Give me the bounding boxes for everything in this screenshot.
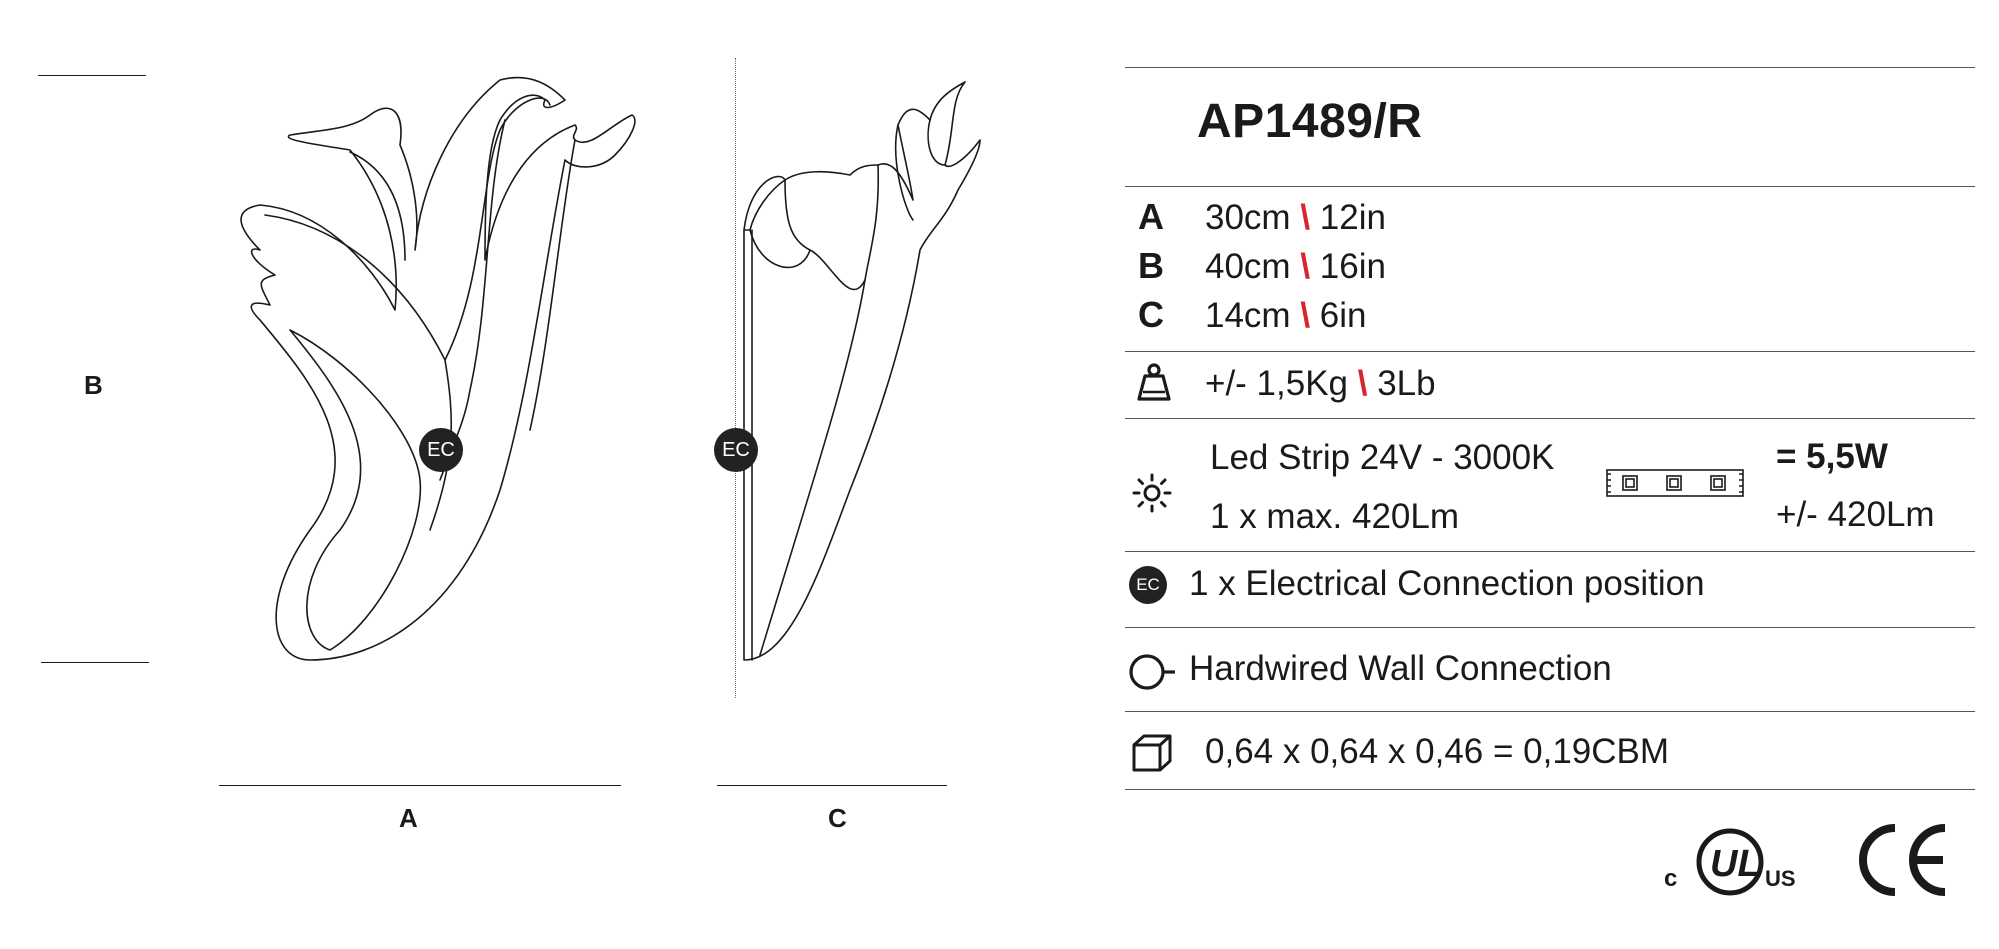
separator-slash: \ bbox=[1300, 296, 1311, 335]
ec-icon bbox=[1129, 566, 1167, 604]
dimension-value bbox=[1205, 247, 1386, 287]
packaging-label: 0,64 x 0,64 x 0,46 = 0,19CBM bbox=[1205, 732, 1670, 771]
sun-icon bbox=[1130, 471, 1174, 515]
dim-line-b-top bbox=[38, 75, 146, 76]
ec-marker-side-text: EC bbox=[722, 438, 750, 461]
ec-icon-text: EC bbox=[1136, 575, 1160, 594]
svg-text:US: US bbox=[1765, 866, 1796, 891]
dimension-metric: 30cm bbox=[1205, 198, 1291, 237]
box-icon bbox=[1131, 733, 1173, 773]
svg-text:UL: UL bbox=[1710, 843, 1761, 885]
lighting-lumen: +/- 420Lm bbox=[1776, 495, 1935, 534]
rule-bottom bbox=[1125, 789, 1975, 790]
ec-marker-front bbox=[419, 428, 463, 472]
hardwired-connection-icon bbox=[1127, 651, 1177, 693]
dimension-imperial: 16in bbox=[1319, 247, 1386, 286]
dim-label-c: C bbox=[828, 803, 847, 833]
dim-line-c bbox=[717, 785, 947, 786]
ec-marker-front-text: EC bbox=[427, 438, 455, 461]
svg-text:c: c bbox=[1664, 865, 1678, 892]
dimension-imperial: 12in bbox=[1319, 198, 1386, 237]
dimension-value bbox=[1205, 198, 1386, 238]
rule-top bbox=[1125, 67, 1975, 68]
product-code: AP1489/R bbox=[1197, 95, 1423, 148]
ec-marker-side bbox=[714, 428, 758, 472]
rule-after-title bbox=[1125, 186, 1975, 187]
dimension-letter: C bbox=[1138, 294, 1164, 335]
weight-imperial: 3Lb bbox=[1377, 364, 1436, 403]
dim-label-b: B bbox=[84, 370, 103, 400]
separator-slash: \ bbox=[1300, 198, 1311, 237]
dimension-metric: 40cm bbox=[1205, 247, 1291, 286]
dim-label-a: A bbox=[399, 803, 418, 833]
weight-metric: +/- 1,5Kg bbox=[1205, 364, 1349, 403]
rule-after-lighting bbox=[1125, 551, 1975, 552]
dimension-metric: 14cm bbox=[1205, 296, 1291, 335]
rule-after-dimensions bbox=[1125, 351, 1975, 352]
ec-connection-label: 1 x Electrical Connection position bbox=[1189, 564, 1705, 603]
lighting-power: = 5,5W bbox=[1776, 437, 1888, 476]
wall-connection-label: Hardwired Wall Connection bbox=[1189, 649, 1612, 688]
lighting-line-2: 1 x max. 420Lm bbox=[1210, 497, 1459, 536]
ce-mark-icon bbox=[1855, 820, 1955, 900]
weight-value bbox=[1205, 364, 1436, 404]
side-view-drawing bbox=[730, 70, 1000, 670]
rule-after-ec bbox=[1125, 627, 1975, 628]
front-view-drawing bbox=[200, 60, 680, 680]
weight-icon bbox=[1136, 362, 1172, 402]
led-strip-icon bbox=[1605, 468, 1745, 498]
dimension-letter: B bbox=[1138, 245, 1164, 286]
dimension-value bbox=[1205, 296, 1367, 336]
separator-slash: \ bbox=[1300, 247, 1311, 286]
rule-after-wall bbox=[1125, 711, 1975, 712]
dimension-imperial: 6in bbox=[1319, 296, 1367, 335]
cul-us-mark-icon bbox=[1660, 822, 1800, 902]
dim-line-a bbox=[219, 785, 621, 786]
lighting-line-1: Led Strip 24V - 3000K bbox=[1210, 438, 1555, 477]
rule-after-weight bbox=[1125, 418, 1975, 419]
dimension-letter: A bbox=[1138, 196, 1164, 237]
separator-slash: \ bbox=[1357, 364, 1368, 403]
dim-line-b-bottom bbox=[41, 662, 149, 663]
